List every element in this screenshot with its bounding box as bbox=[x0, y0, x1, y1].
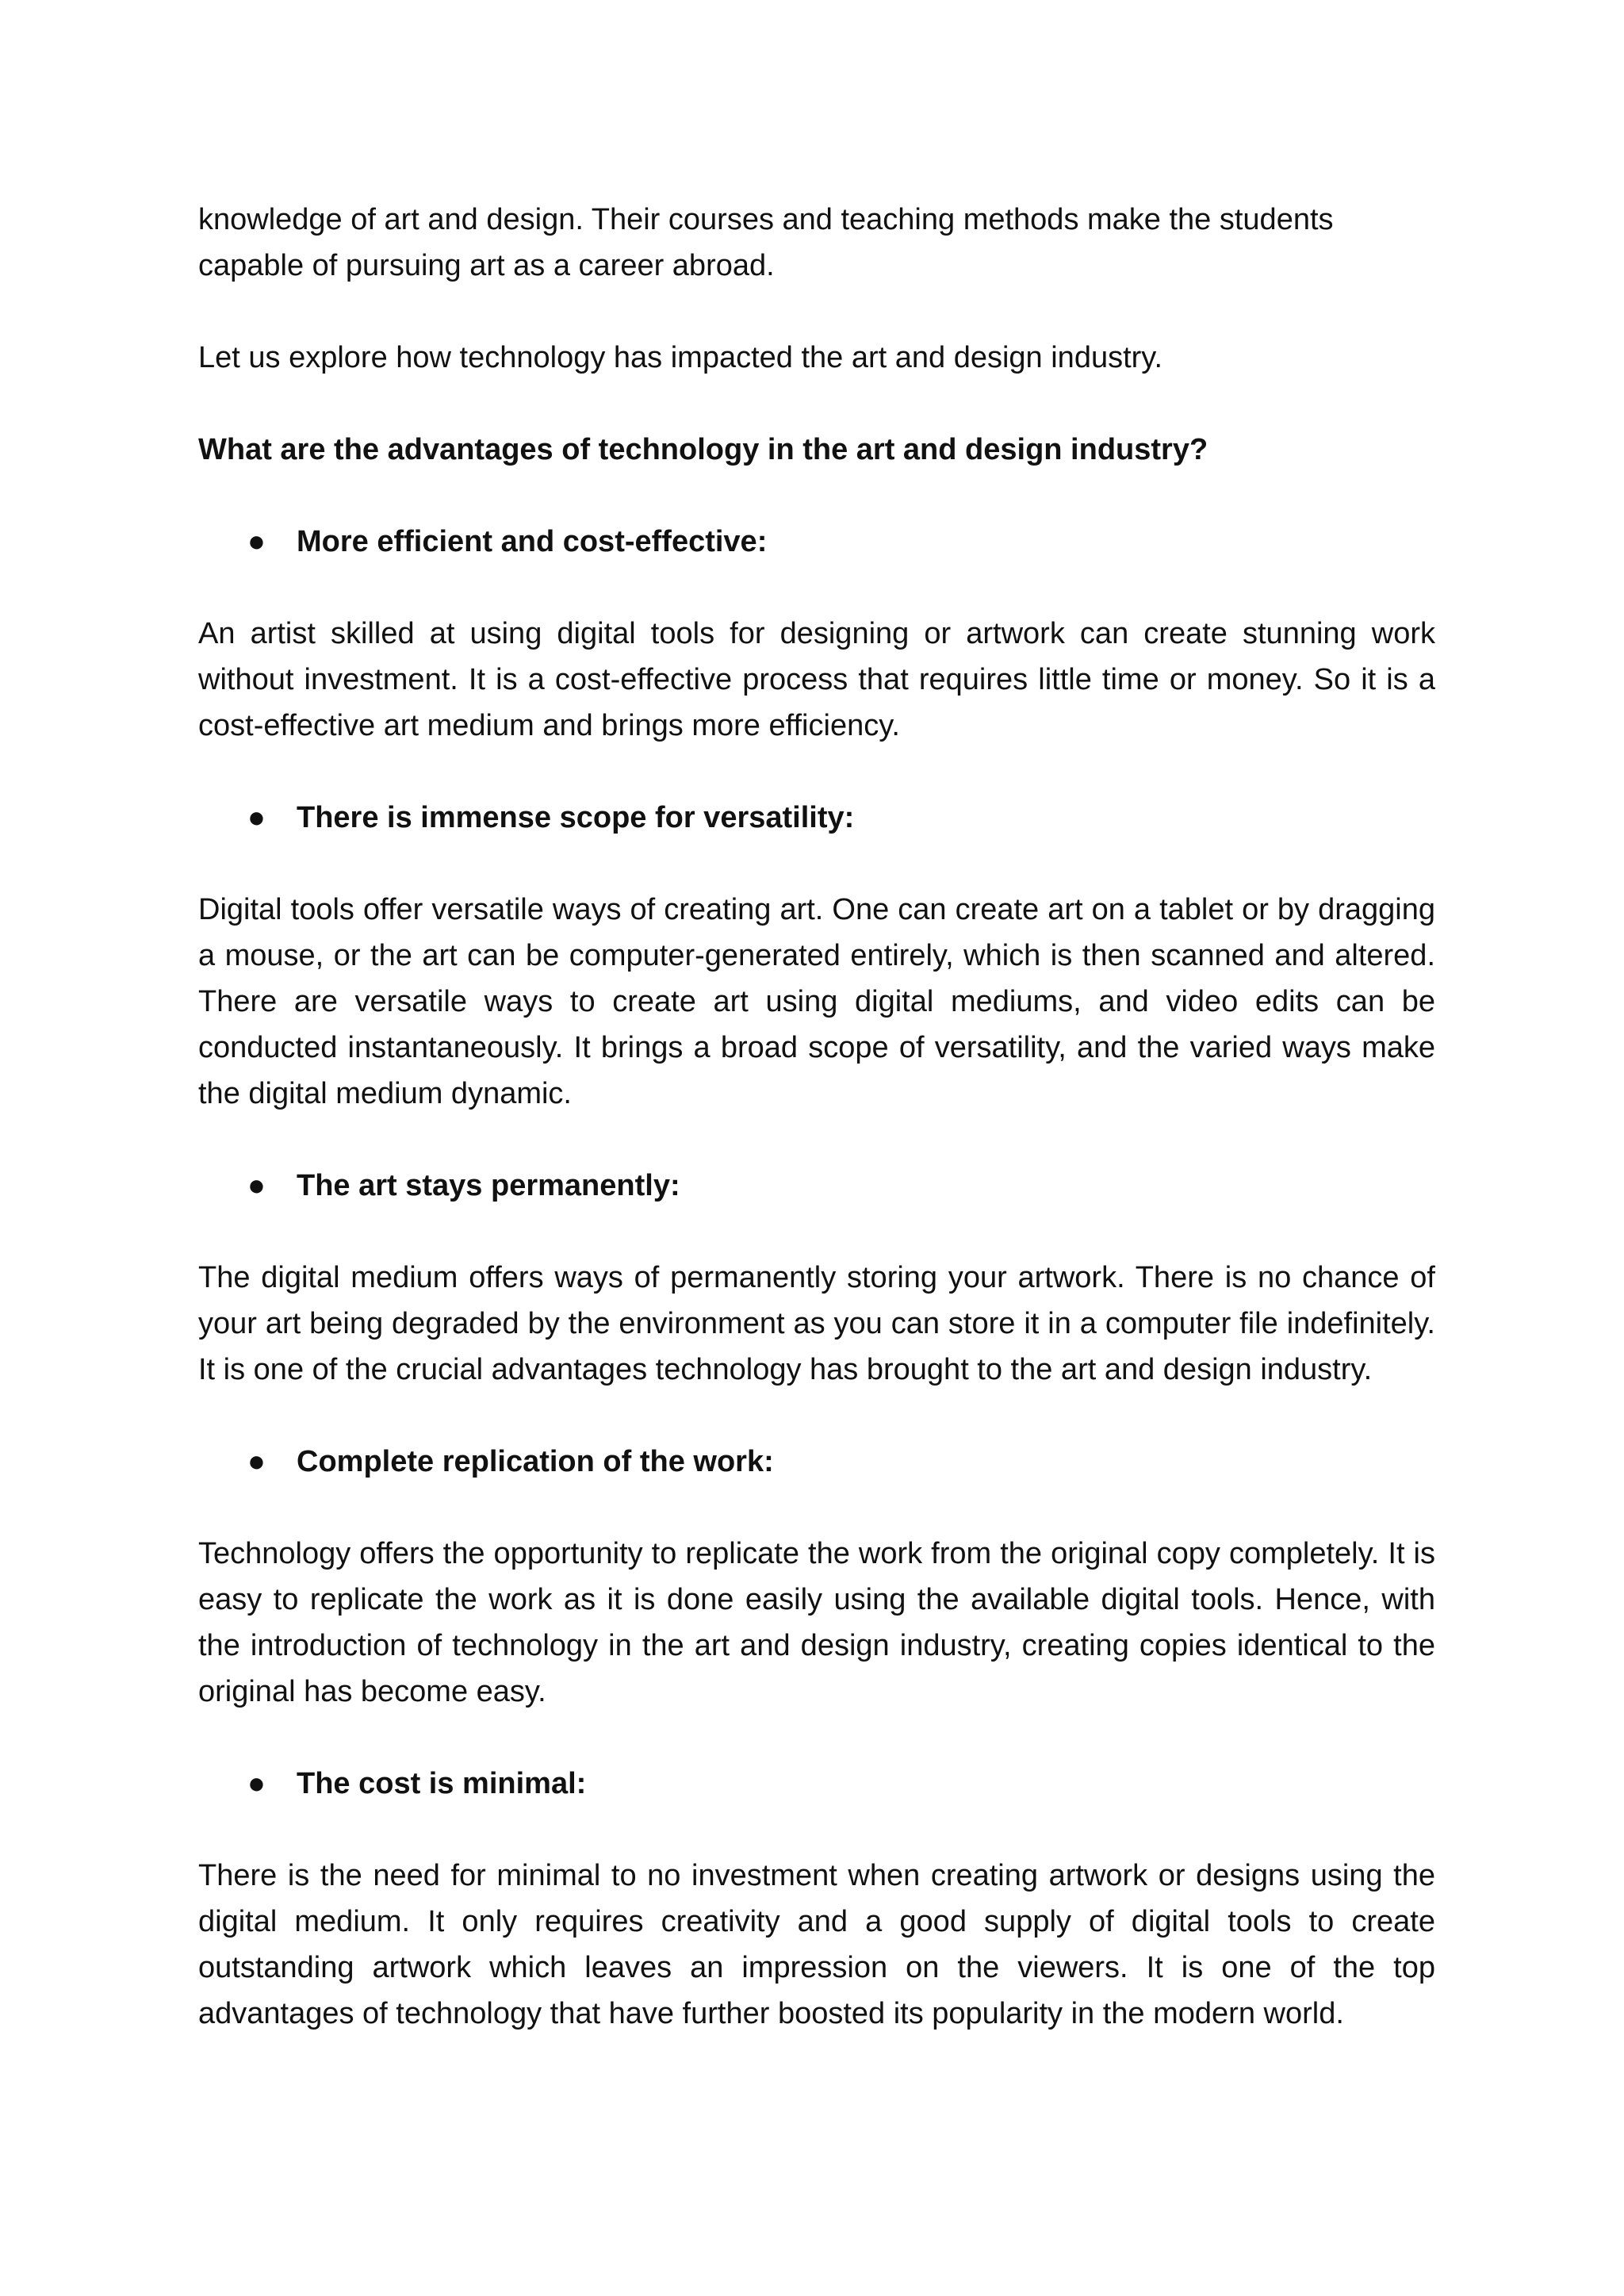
bullet-title: The cost is minimal: bbox=[297, 1767, 587, 1800]
bullet-icon: ● bbox=[247, 1767, 266, 1800]
explore-sentence: Let us explore how technology has impacted the art and design industry. bbox=[198, 341, 1163, 374]
bullet-title: There is immense scope for versatility: bbox=[297, 801, 855, 834]
section-body-replication: Technology offers the opportunity to replicate the work from the original copy completely. It is easy to replicate the work as it is done easily using the available digital tools. Hence, with the introduction of technology in the art and design industry, creating copies identical to the original has become easy. bbox=[198, 1537, 1435, 1708]
bullet-title: More efficient and cost-effective: bbox=[297, 525, 768, 558]
bullet-title: Complete replication of the work: bbox=[297, 1445, 774, 1478]
bullet-icon: ● bbox=[247, 525, 266, 558]
bullet-heading-cost bbox=[198, 1761, 1435, 1807]
bullet-icon: ● bbox=[247, 1169, 266, 1202]
document-page bbox=[198, 197, 1435, 2083]
bullet-heading-versatility bbox=[198, 795, 1435, 841]
bullet-heading-permanence bbox=[198, 1163, 1435, 1209]
bullet-heading-replication bbox=[198, 1439, 1435, 1485]
bullet-title: The art stays permanently: bbox=[297, 1169, 680, 1202]
section-body-cost: There is the need for minimal to no investment when creating artwork or designs using the digital medium. It only requires creativity and a good supply of digital tools to create outstanding artwork which leaves an impression on the viewers. It is one of the top advantages of technology that have further boosted its popularity in the modern world. bbox=[198, 1859, 1435, 2030]
bullet-icon: ● bbox=[247, 1445, 266, 1478]
bullet-heading-efficiency bbox=[198, 519, 1435, 565]
section-body-efficiency: An artist skilled at using digital tools for designing or artwork can create stunning work without investment. It is a cost-effective process that requires little time or money. So it is a cost-effective art medium and brings more efficiency. bbox=[198, 617, 1435, 742]
section-body-permanence: The digital medium offers ways of permanently storing your artwork. There is no chance of your art being degraded by the environment as you can store it in a computer file indefinitely. It is one of the crucial advantages technology has brought to the art and design industry. bbox=[198, 1261, 1435, 1386]
bullet-icon: ● bbox=[247, 801, 266, 834]
intro-paragraph: knowledge of art and design. Their courses and teaching methods make the students capable of pursuing art as a career abroad. bbox=[198, 203, 1334, 282]
section-body-versatility: Digital tools offer versatile ways of creating art. One can create art on a tablet or by dragging a mouse, or the art can be computer-generated entirely, which is then scanned and altered. There are versatile ways to create art using digital mediums, and video edits can be conducted instantaneously. It brings a broad scope of versatility, and the varied ways make the digital medium dynamic. bbox=[198, 893, 1435, 1110]
section-heading: What are the advantages of technology in the art and design industry? bbox=[198, 433, 1208, 466]
